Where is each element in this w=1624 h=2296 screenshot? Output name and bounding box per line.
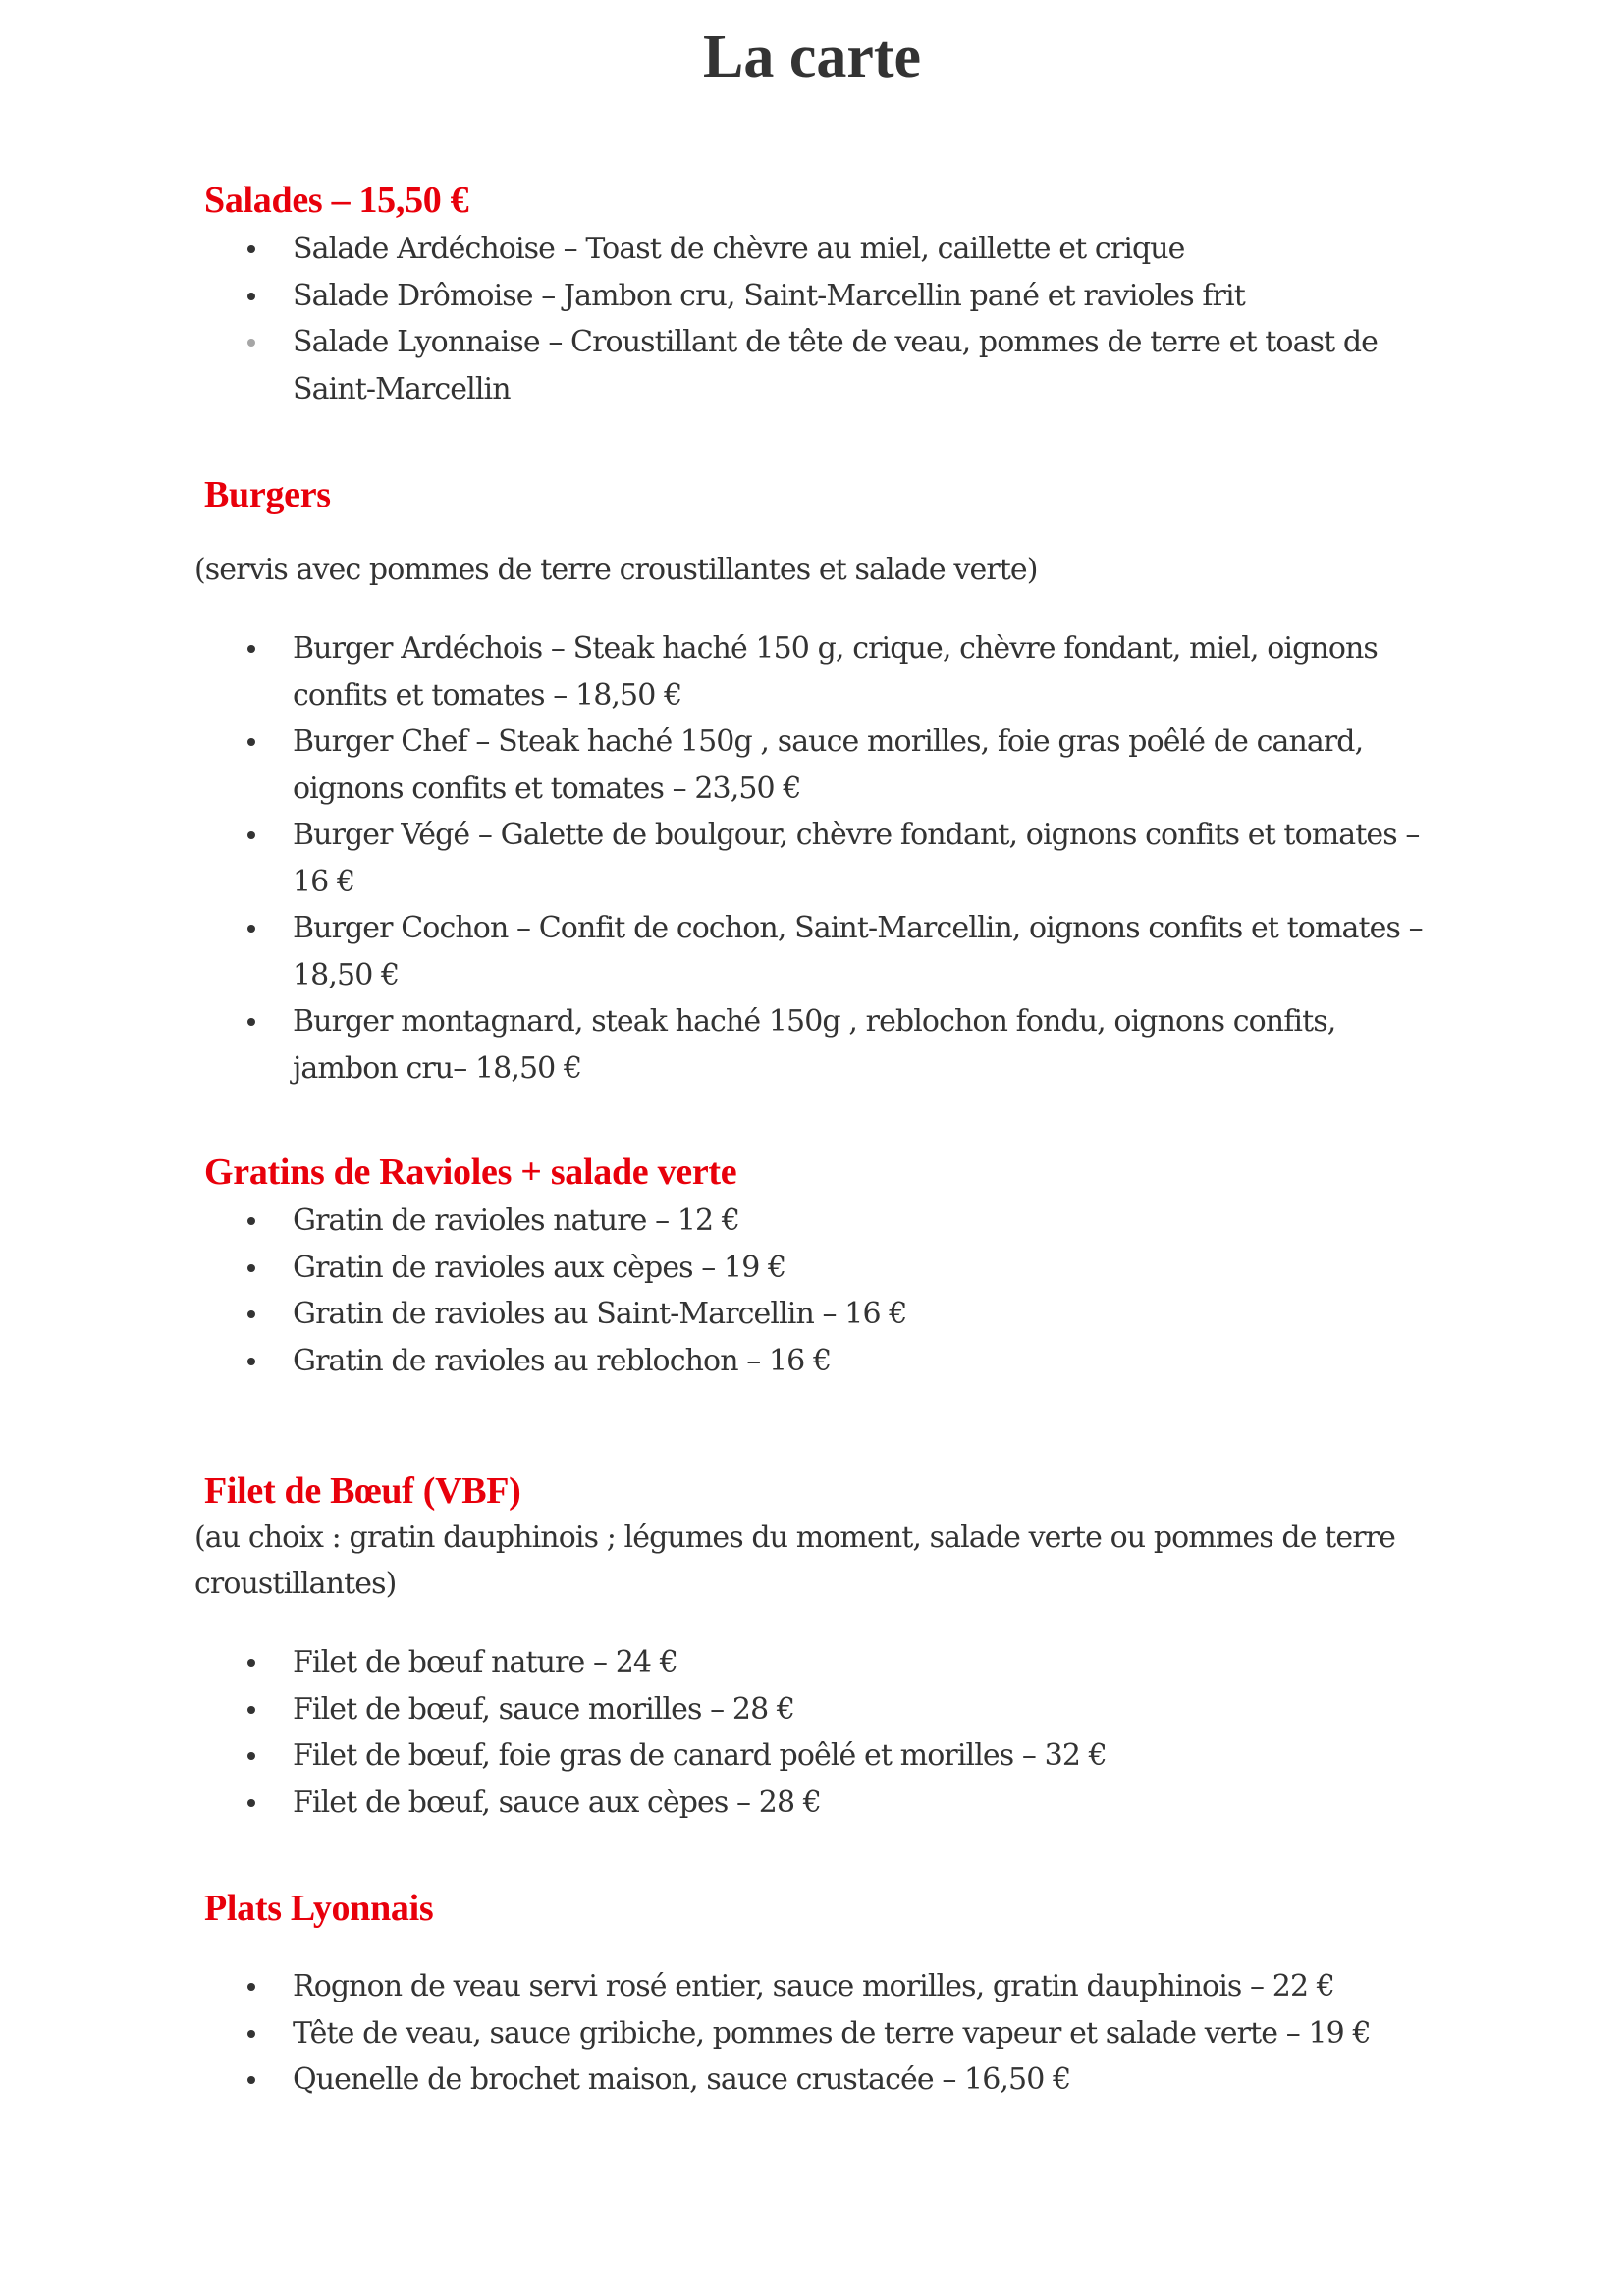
bullet-icon	[247, 1358, 255, 1365]
list-item	[0, 2010, 1624, 2057]
list-item	[0, 625, 1624, 719]
item-text: Filet de bœuf, foie gras de canard poêlé et morilles – 32 €	[293, 1738, 1107, 1773]
item-text: Filet de bœuf, sauce aux cèpes – 28 €	[293, 1785, 821, 1820]
bullet-icon	[247, 339, 255, 347]
list-item	[0, 1198, 1624, 1245]
item-text: Burger Cochon – Confit de cochon, Saint-Marcellin, oignons confits et tomates – 18,50 €	[293, 911, 1423, 992]
section-note-filet: (au choix : gratin dauphinois ; légumes du moment, salade verte ou pommes de terre croustillantes)	[194, 1521, 1395, 1601]
section-heading-salades: Salades – 15,50 €	[204, 180, 469, 221]
bullet-icon	[247, 1706, 255, 1714]
bullet-icon	[247, 1310, 255, 1318]
item-text: Burger Végé – Galette de boulgour, chèvre fondant, oignons confits et tomates – 16 €	[293, 818, 1420, 899]
bullet-icon	[247, 2076, 255, 2084]
item-text: Gratin de ravioles au reblochon – 16 €	[293, 1343, 832, 1378]
section-heading-lyonnais: Plats Lyonnais	[204, 1888, 434, 1929]
item-text: Burger montagnard, steak haché 150g , reblochon fondu, oignons confits, jambon cru– 18,50 €	[293, 1004, 1336, 1086]
bullet-icon	[247, 293, 255, 300]
list-item	[0, 1780, 1624, 1827]
list-item	[0, 273, 1624, 320]
item-text: Filet de bœuf nature – 24 €	[293, 1645, 677, 1680]
list-item	[0, 1733, 1624, 1780]
gratins-list	[0, 1198, 1624, 1384]
list-item	[0, 905, 1624, 998]
bullet-icon	[247, 1983, 255, 1991]
bullet-icon	[247, 1752, 255, 1760]
list-item	[0, 1291, 1624, 1338]
item-text: Gratin de ravioles nature – 12 €	[293, 1203, 740, 1238]
lyonnais-list	[0, 1963, 1624, 2104]
salades-list	[0, 226, 1624, 412]
list-item	[0, 719, 1624, 812]
filet-list	[0, 1639, 1624, 1826]
item-text: Gratin de ravioles aux cèpes – 19 €	[293, 1250, 786, 1285]
bullet-icon	[247, 738, 255, 746]
bullet-icon	[247, 1018, 255, 1026]
list-item	[0, 1245, 1624, 1292]
item-text: Salade Drômoise – Jambon cru, Saint-Marcellin pané et ravioles frit	[293, 278, 1245, 313]
bullet-icon	[247, 645, 255, 653]
list-item	[0, 319, 1624, 412]
list-item	[0, 1686, 1624, 1734]
list-item	[0, 998, 1624, 1092]
bullet-icon	[247, 831, 255, 839]
section-heading-filet: Filet de Bœuf (VBF)	[204, 1470, 521, 1512]
page-title: La carte	[702, 24, 922, 90]
list-item	[0, 1639, 1624, 1686]
bullet-icon	[247, 1659, 255, 1667]
section-heading-gratins: Gratins de Ravioles + salade verte	[204, 1151, 737, 1193]
list-item	[0, 1338, 1624, 1385]
item-text: Quenelle de brochet maison, sauce crustacée – 16,50 €	[293, 2062, 1071, 2097]
item-text: Filet de bœuf, sauce morilles – 28 €	[293, 1691, 795, 1727]
bullet-icon	[247, 1799, 255, 1807]
bullet-icon	[247, 925, 255, 933]
list-item	[0, 812, 1624, 905]
item-text: Gratin de ravioles au Saint-Marcellin – 16 €	[293, 1297, 907, 1331]
item-text: Salade Ardéchoise – Toast de chèvre au miel, caillette et crique	[293, 232, 1185, 266]
list-item	[0, 226, 1624, 273]
list-item	[0, 1963, 1624, 2010]
item-text: Salade Lyonnaise – Croustillant de tête de veau, pommes de terre et toast de Saint-Marcellin	[293, 325, 1379, 406]
list-item	[0, 2056, 1624, 2104]
bullet-icon	[247, 2030, 255, 2038]
item-text: Burger Ardéchois – Steak haché 150 g, crique, chèvre fondant, miel, oignons confits et tomates – 18,50 €	[293, 631, 1378, 713]
burgers-list	[0, 625, 1624, 1092]
item-text: Tête de veau, sauce gribiche, pommes de terre vapeur et salade verte – 19 €	[293, 2015, 1371, 2051]
section-note-burgers: (servis avec pommes de terre croustillantes et salade verte)	[194, 553, 1038, 587]
bullet-icon	[247, 1264, 255, 1272]
item-text: Rognon de veau servi rosé entier, sauce morilles, gratin dauphinois – 22 €	[293, 1969, 1334, 2003]
section-heading-burgers: Burgers	[204, 474, 331, 515]
bullet-icon	[247, 245, 255, 253]
item-text: Burger Chef – Steak haché 150g , sauce morilles, foie gras poêlé de canard, oignons confits et tomates – 23,50 €	[293, 724, 1364, 806]
bullet-icon	[247, 1217, 255, 1225]
